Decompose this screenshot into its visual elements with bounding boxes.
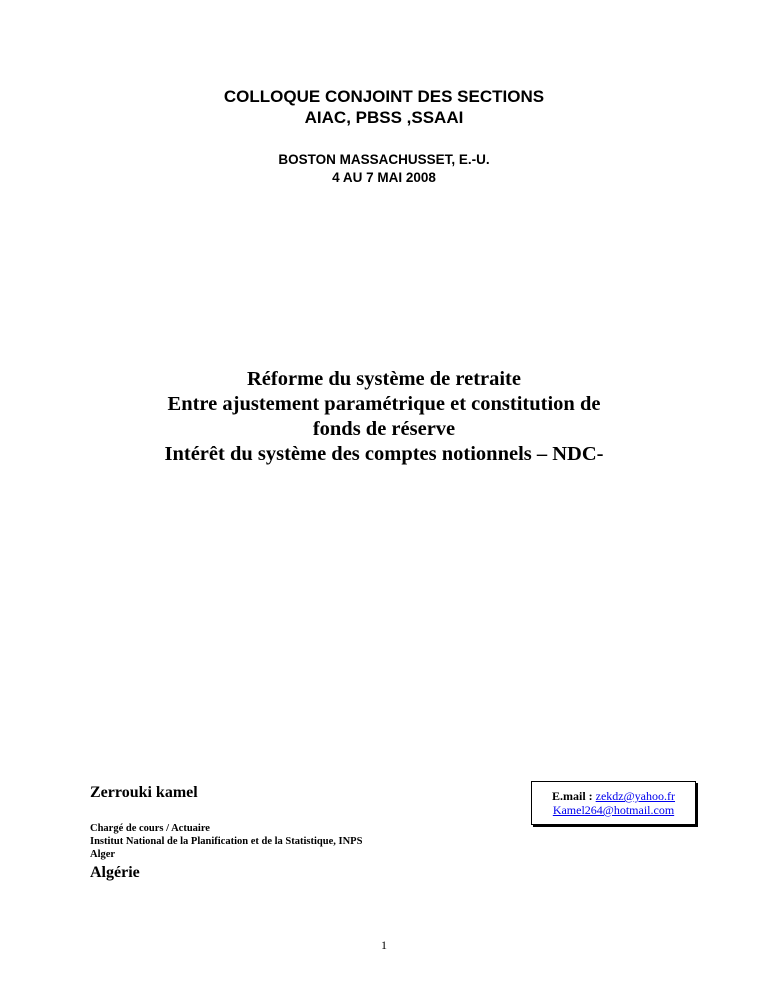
conference-dates: 4 AU 7 MAI 2008 (332, 170, 436, 185)
conference-header (0, 86, 768, 128)
email-link-hotmail[interactable]: Kamel264@hotmail.com (552, 803, 675, 817)
conference-title: COLLOQUE CONJOINT DES SECTIONS (223, 87, 545, 106)
document-title (0, 367, 768, 467)
author-position: Chargé de cours / Actuaire (90, 823, 210, 834)
conference-place-date (0, 151, 768, 187)
author-name: Zerrouki kamel (90, 784, 198, 801)
author-affiliation (90, 822, 362, 861)
conference-sections: AIAC, PBSS ,SSAAI (304, 108, 464, 127)
title-line-1: Réforme du système de retraite (247, 368, 521, 390)
author-institution: Institut National de la Planification et de la Statistique, INPS (90, 836, 363, 847)
title-line-4: Intérêt du système des comptes notionnels – NDC- (164, 443, 604, 465)
email-link-yahoo[interactable]: zekdz@yahoo.fr (595, 789, 676, 803)
conference-location: BOSTON MASSACHUSSET, E.-U. (278, 152, 490, 167)
contact-box (531, 781, 696, 825)
author-city: Alger (90, 849, 116, 860)
page-number: 1 (381, 938, 387, 952)
title-line-3: fonds de réserve (312, 418, 456, 440)
email-label: E.mail : (551, 789, 593, 803)
title-line-2: Entre ajustement paramétrique et constitution de (167, 393, 601, 415)
author-country: Algérie (90, 864, 140, 881)
